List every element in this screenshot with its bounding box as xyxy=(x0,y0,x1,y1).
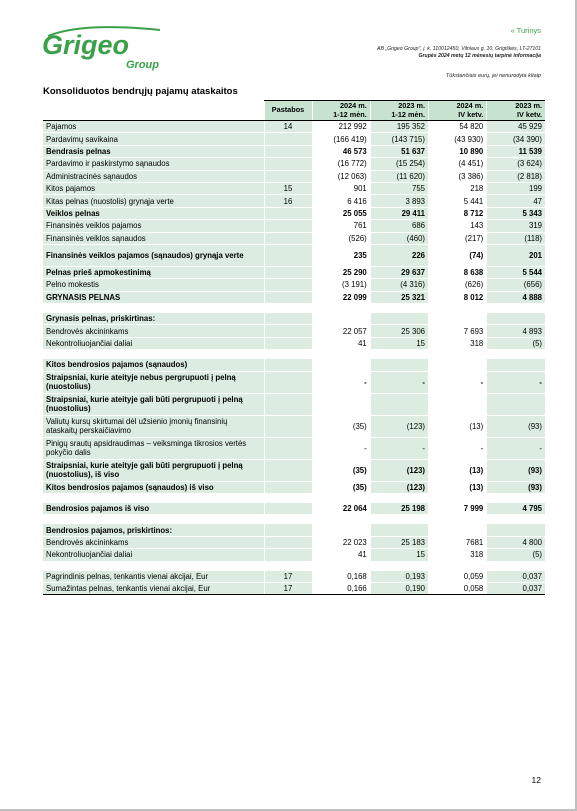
logo-main-text: Grigeo xyxy=(42,30,130,60)
row-value-col-1 xyxy=(312,359,370,371)
row-value-col-4: (5) xyxy=(487,549,545,561)
row-value-col-2: (123) xyxy=(370,459,428,481)
row-value-col-3: 218 xyxy=(429,182,487,194)
row-value-col-2: 686 xyxy=(370,220,428,232)
row-value-col-4: 4 795 xyxy=(487,503,545,515)
row-value-col-3: 10 890 xyxy=(429,145,487,157)
row-value-col-3: 7 999 xyxy=(429,503,487,515)
row-note: 17 xyxy=(264,570,312,582)
row-value-col-2 xyxy=(370,524,428,536)
row-value-col-4: 319 xyxy=(487,220,545,232)
row-note xyxy=(264,481,312,493)
row-note xyxy=(264,244,312,266)
row-value-col-2: (4 316) xyxy=(370,279,428,291)
row-label: GRYNASIS PELNAS xyxy=(43,291,264,303)
row-value-col-2: 29 411 xyxy=(370,207,428,219)
table-row xyxy=(43,207,545,219)
row-value-col-2: 226 xyxy=(370,244,428,266)
row-value-col-1: 761 xyxy=(312,220,370,232)
row-value-col-1: (16 772) xyxy=(312,158,370,170)
table-row xyxy=(43,359,545,371)
row-label: Finansinės veiklos pajamos (sąnaudos) grynąja verte xyxy=(43,244,264,266)
row-value-col-1 xyxy=(312,313,370,325)
row-note xyxy=(264,371,312,393)
row-value-col-4 xyxy=(487,524,545,536)
grigeo-logo xyxy=(42,24,182,72)
row-value-col-1: 235 xyxy=(312,244,370,266)
row-value-col-3: 8 712 xyxy=(429,207,487,219)
table-row xyxy=(43,158,545,170)
table-row xyxy=(43,371,545,393)
row-value-col-3: (4 451) xyxy=(429,158,487,170)
row-value-col-4: (2 818) xyxy=(487,170,545,182)
row-value-col-2: 195 352 xyxy=(370,121,428,133)
row-value-col-4: 199 xyxy=(487,182,545,194)
row-value-col-4: 4 888 xyxy=(487,291,545,303)
header-col-3: 2024 m. IV ketv. xyxy=(429,101,487,121)
row-value-col-2: (123) xyxy=(370,415,428,437)
table-row xyxy=(43,195,545,207)
row-note xyxy=(264,393,312,415)
table-row xyxy=(43,325,545,337)
row-value-col-3: (13) xyxy=(429,481,487,493)
page-number: 12 xyxy=(531,775,541,785)
row-label: Veiklos pelnas xyxy=(43,207,264,219)
row-value-col-1 xyxy=(312,524,370,536)
row-value-col-2: 0,193 xyxy=(370,570,428,582)
row-label: Kitas pelnas (nuostolis) grynąja verte xyxy=(43,195,264,207)
header-label xyxy=(43,101,264,121)
row-value-col-3: (13) xyxy=(429,459,487,481)
row-value-col-4: 47 xyxy=(487,195,545,207)
row-value-col-3: - xyxy=(429,437,487,459)
row-label: Nekontroliuojančiai daliai xyxy=(43,337,264,349)
row-value-col-2: 15 xyxy=(370,337,428,349)
row-label: Pardavimo ir paskirstymo sąnaudos xyxy=(43,158,264,170)
table-row xyxy=(43,415,545,437)
row-value-col-1 xyxy=(312,393,370,415)
row-value-col-4: 11 539 xyxy=(487,145,545,157)
row-value-col-3: 8 012 xyxy=(429,291,487,303)
row-value-col-1: 22 057 xyxy=(312,325,370,337)
row-value-col-1: 212 992 xyxy=(312,121,370,133)
table-header-row xyxy=(43,101,545,121)
row-value-col-3: 5 441 xyxy=(429,195,487,207)
row-label: Bendrovės akcininkams xyxy=(43,325,264,337)
row-value-col-1: 46 573 xyxy=(312,145,370,157)
row-value-col-2: - xyxy=(370,371,428,393)
row-value-col-2: 25 183 xyxy=(370,536,428,548)
row-label: Pelno mokestis xyxy=(43,279,264,291)
row-note xyxy=(264,325,312,337)
row-note xyxy=(264,359,312,371)
company-line-1: AB „Grigeo Group", į. k. 110012450, Vilniaus g. 10, Grigiškės, LT-27101 xyxy=(377,46,541,52)
row-label: Administracinės sąnaudos xyxy=(43,170,264,182)
table-row xyxy=(43,220,545,232)
row-value-col-2: - xyxy=(370,437,428,459)
row-value-col-4: 5 343 xyxy=(487,207,545,219)
row-value-col-2: 0,190 xyxy=(370,582,428,594)
row-value-col-1: 6 416 xyxy=(312,195,370,207)
row-note: 14 xyxy=(264,121,312,133)
row-note xyxy=(264,133,312,145)
row-value-col-2: (460) xyxy=(370,232,428,244)
row-value-col-3 xyxy=(429,524,487,536)
row-value-col-1: 0,166 xyxy=(312,582,370,594)
row-value-col-2: 25 321 xyxy=(370,291,428,303)
table-row xyxy=(43,291,545,303)
row-value-col-3: 54 820 xyxy=(429,121,487,133)
income-statement-table xyxy=(43,100,545,595)
row-value-col-3: (13) xyxy=(429,415,487,437)
row-label: Kitos bendrosios pajamos (sąnaudos) xyxy=(43,359,264,371)
row-value-col-1: 901 xyxy=(312,182,370,194)
table-row xyxy=(43,244,545,266)
income-statement-table-wrap xyxy=(43,100,545,595)
table-row xyxy=(43,121,545,133)
table-row xyxy=(43,582,545,594)
row-value-col-3 xyxy=(429,313,487,325)
row-value-col-3 xyxy=(429,359,487,371)
row-note: 17 xyxy=(264,582,312,594)
row-note xyxy=(264,459,312,481)
row-value-col-1: - xyxy=(312,371,370,393)
table-row xyxy=(43,549,545,561)
row-value-col-2: (11 620) xyxy=(370,170,428,182)
row-value-col-4: (3 624) xyxy=(487,158,545,170)
row-note xyxy=(264,536,312,548)
row-value-col-4 xyxy=(487,359,545,371)
row-value-col-3: 8 638 xyxy=(429,266,487,278)
row-value-col-4 xyxy=(487,393,545,415)
row-value-col-3: (3 386) xyxy=(429,170,487,182)
row-note xyxy=(264,158,312,170)
row-value-col-3: 0,058 xyxy=(429,582,487,594)
row-value-col-3: 143 xyxy=(429,220,487,232)
row-value-col-1: 25 290 xyxy=(312,266,370,278)
row-value-col-4: - xyxy=(487,371,545,393)
row-label: Pardavimų savikaina xyxy=(43,133,264,145)
row-note xyxy=(264,145,312,157)
table-row xyxy=(43,459,545,481)
row-label: Straipsniai, kurie ateityje gali būti pergrupuoti į pelną (nuostolius), iš viso xyxy=(43,459,264,481)
row-value-col-4: 201 xyxy=(487,244,545,266)
spacer-row xyxy=(43,515,545,524)
table-row xyxy=(43,393,545,415)
row-note xyxy=(264,503,312,515)
row-value-col-4: 0,037 xyxy=(487,582,545,594)
header-col-4: 2023 m. IV ketv. xyxy=(487,101,545,121)
row-value-col-1: (35) xyxy=(312,481,370,493)
row-value-col-1: 22 023 xyxy=(312,536,370,548)
row-note xyxy=(264,524,312,536)
row-note: 15 xyxy=(264,182,312,194)
row-label: Nekontroliuojančiai daliai xyxy=(43,549,264,561)
table-row xyxy=(43,279,545,291)
row-value-col-3: (43 930) xyxy=(429,133,487,145)
row-note xyxy=(264,207,312,219)
row-value-col-2: (15 254) xyxy=(370,158,428,170)
row-value-col-3: (626) xyxy=(429,279,487,291)
row-label: Pinigų srautų apsidraudimas – veiksminga tikrosios vertės pokyčio dalis xyxy=(43,437,264,459)
row-value-col-4: (656) xyxy=(487,279,545,291)
table-row xyxy=(43,232,545,244)
row-label: Straipsniai, kurie ateityje nebus pergrupuoti į pelną (nuostolius) xyxy=(43,371,264,393)
row-label: Bendrovės akcininkams xyxy=(43,536,264,548)
row-value-col-2: 25 306 xyxy=(370,325,428,337)
row-value-col-4: - xyxy=(487,437,545,459)
header-col-1: 2024 m. 1-12 mėn. xyxy=(312,101,370,121)
table-row xyxy=(43,170,545,182)
row-value-col-1: 25 055 xyxy=(312,207,370,219)
spacer-row xyxy=(43,561,545,570)
row-value-col-4: (93) xyxy=(487,481,545,493)
row-value-col-1: (3 191) xyxy=(312,279,370,291)
row-value-col-2: 51 637 xyxy=(370,145,428,157)
row-value-col-3: - xyxy=(429,371,487,393)
row-value-col-1: 22 099 xyxy=(312,291,370,303)
section-title: Konsoliduotos bendrųjų pajamų ataskaitos xyxy=(43,86,238,97)
row-label: Kitos bendrosios pajamos (sąnaudos) iš viso xyxy=(43,481,264,493)
row-label: Bendrasis pelnas xyxy=(43,145,264,157)
company-line-2: Grupės 2024 metų 12 mėnesių tarpinė informacija xyxy=(418,53,541,59)
row-value-col-3: (217) xyxy=(429,232,487,244)
row-value-col-2 xyxy=(370,359,428,371)
row-note xyxy=(264,313,312,325)
row-label: Valiutų kursų skirtumai dėl užsienio įmonių finansinių ataskaitų perskaičiavimo xyxy=(43,415,264,437)
row-value-col-2: (123) xyxy=(370,481,428,493)
table-body xyxy=(43,121,545,595)
row-label: Straipsniai, kurie ateityje gali būti pergrupuoti į pelną (nuostolius) xyxy=(43,393,264,415)
row-label: Finansinės veiklos sąnaudos xyxy=(43,232,264,244)
row-value-col-1: (35) xyxy=(312,459,370,481)
row-value-col-2: 755 xyxy=(370,182,428,194)
row-value-col-4: (93) xyxy=(487,415,545,437)
table-row xyxy=(43,266,545,278)
row-note xyxy=(264,279,312,291)
table-row xyxy=(43,481,545,493)
header-col-2: 2023 m. 1-12 mėn. xyxy=(370,101,428,121)
row-note xyxy=(264,549,312,561)
row-value-col-4: (34 390) xyxy=(487,133,545,145)
row-value-col-3 xyxy=(429,393,487,415)
row-note xyxy=(264,220,312,232)
table-row xyxy=(43,536,545,548)
row-value-col-3: (74) xyxy=(429,244,487,266)
company-info xyxy=(377,46,541,60)
table-row xyxy=(43,524,545,536)
units-note: Tūkstančiais eurų, jei nenurodyta kitaip xyxy=(445,73,541,79)
row-value-col-3: 0,059 xyxy=(429,570,487,582)
row-label: Bendrosios pajamos, priskirtinos: xyxy=(43,524,264,536)
row-value-col-4: 45 929 xyxy=(487,121,545,133)
row-label: Pelnas prieš apmokestinimą xyxy=(43,266,264,278)
row-value-col-1: 22 064 xyxy=(312,503,370,515)
row-value-col-2 xyxy=(370,313,428,325)
spacer-row xyxy=(43,304,545,313)
row-note xyxy=(264,415,312,437)
row-value-col-1: (526) xyxy=(312,232,370,244)
table-row xyxy=(43,570,545,582)
turinys-link[interactable]: « Turinys xyxy=(510,26,541,35)
row-value-col-1: 41 xyxy=(312,337,370,349)
row-value-col-3: 7 693 xyxy=(429,325,487,337)
row-label: Pagrindinis pelnas, tenkantis vienai akcijai, Eur xyxy=(43,570,264,582)
header-note: Pastabos xyxy=(264,101,312,121)
row-value-col-1: 0,168 xyxy=(312,570,370,582)
row-value-col-2: 15 xyxy=(370,549,428,561)
table-row xyxy=(43,133,545,145)
row-value-col-2: 25 198 xyxy=(370,503,428,515)
row-value-col-2: (143 715) xyxy=(370,133,428,145)
row-note xyxy=(264,437,312,459)
row-value-col-4: (93) xyxy=(487,459,545,481)
row-value-col-3: 318 xyxy=(429,337,487,349)
row-note xyxy=(264,232,312,244)
row-value-col-4: 5 544 xyxy=(487,266,545,278)
row-note xyxy=(264,170,312,182)
row-value-col-1: (12 063) xyxy=(312,170,370,182)
row-label: Grynasis pelnas, priskirtinas: xyxy=(43,313,264,325)
row-value-col-4: 4 800 xyxy=(487,536,545,548)
row-value-col-1: - xyxy=(312,437,370,459)
row-value-col-3: 318 xyxy=(429,549,487,561)
row-value-col-2 xyxy=(370,393,428,415)
table-row xyxy=(43,437,545,459)
row-value-col-4: (5) xyxy=(487,337,545,349)
row-value-col-4: (118) xyxy=(487,232,545,244)
row-label: Finansinės veiklos pajamos xyxy=(43,220,264,232)
row-note xyxy=(264,266,312,278)
row-value-col-2: 29 637 xyxy=(370,266,428,278)
row-label: Bendrosios pajamos iš viso xyxy=(43,503,264,515)
table-row xyxy=(43,182,545,194)
spacer-row xyxy=(43,494,545,503)
logo-sub-text: Group xyxy=(126,59,159,71)
table-row xyxy=(43,503,545,515)
row-note xyxy=(264,337,312,349)
spacer-row xyxy=(43,350,545,359)
row-label: Kitos pajamos xyxy=(43,182,264,194)
row-note xyxy=(264,291,312,303)
row-label: Pajamos xyxy=(43,121,264,133)
row-value-col-1: 41 xyxy=(312,549,370,561)
row-label: Sumažintas pelnas, tenkantis vienai akcijai, Eur xyxy=(43,582,264,594)
row-value-col-4: 0,037 xyxy=(487,570,545,582)
row-value-col-4 xyxy=(487,313,545,325)
table-row xyxy=(43,145,545,157)
table-row xyxy=(43,313,545,325)
row-value-col-1: (35) xyxy=(312,415,370,437)
row-note: 16 xyxy=(264,195,312,207)
row-value-col-2: 3 893 xyxy=(370,195,428,207)
row-value-col-4: 4 893 xyxy=(487,325,545,337)
row-value-col-3: 7681 xyxy=(429,536,487,548)
table-row xyxy=(43,337,545,349)
row-value-col-1: (166 419) xyxy=(312,133,370,145)
